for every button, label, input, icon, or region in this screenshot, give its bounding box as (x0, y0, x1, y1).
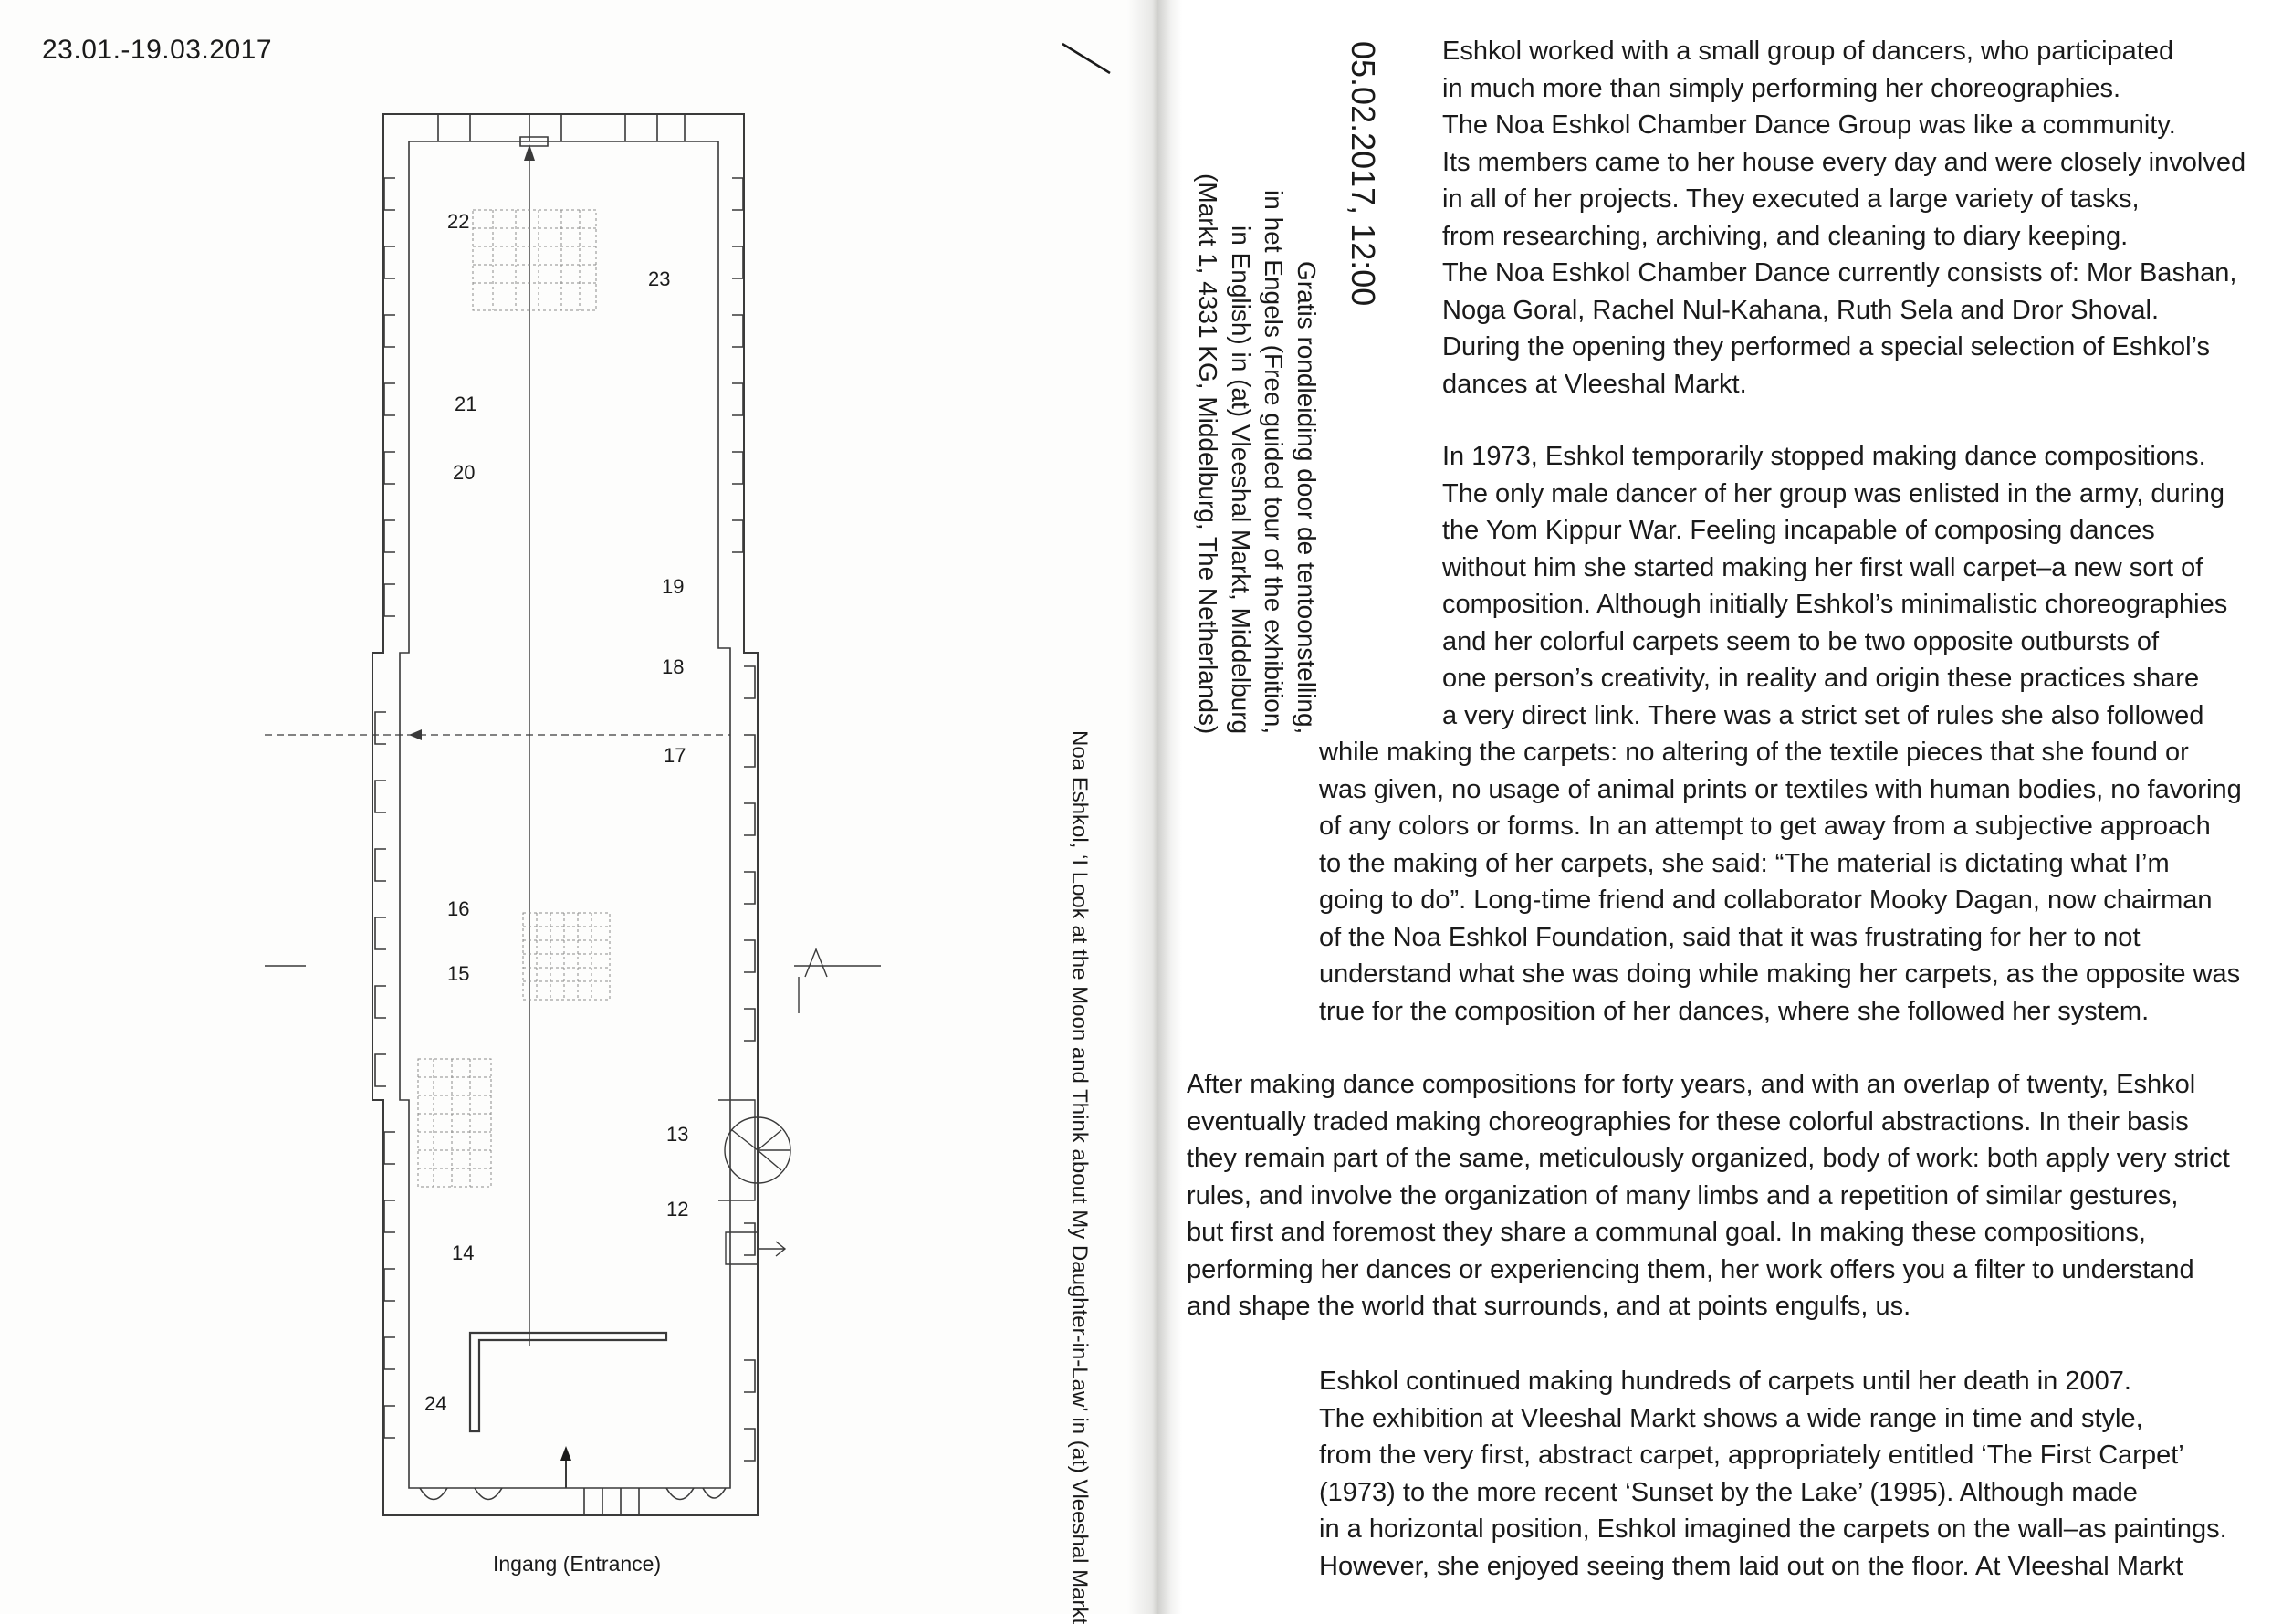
text-line: they remain part of the same, meticulously organized, body of work: both apply very strict (1187, 1144, 2230, 1173)
text-line: one person’s creativity, in reality and origin these practices share (1442, 664, 2200, 693)
room-14: 14 (452, 1242, 475, 1264)
text-line: The exhibition at Vleeshal Markt shows a wide range in time and style, (1319, 1403, 2143, 1433)
text-line: After making dance compositions for forty years, and with an overlap of twenty, Eshkol (1187, 1070, 2196, 1099)
paragraph-dancers (1442, 33, 2245, 403)
text-line: while making the carpets: no altering of the textile pieces that she found or (1319, 738, 2189, 767)
text-line: Eshkol worked with a small group of dancers, who participated (1442, 37, 2174, 66)
event-detail-line: in English) in (at) Vleeshal Markt, Middelburg (1227, 225, 1255, 735)
room-15: 15 (447, 962, 470, 985)
text-line: in all of her projects. They executed a large variety of tasks, (1442, 184, 2140, 214)
text-line: in much more than simply performing her choreographies. (1442, 73, 2121, 103)
text-line: of any colors or forms. In an attempt to get away from a subjective approach (1319, 812, 2211, 841)
carpet-3 (418, 1059, 491, 1187)
paragraph-carpets-intro (1442, 438, 2227, 734)
text-line: from the very first, abstract carpet, appropriately entitled ‘The First Carpet’ (1319, 1441, 2184, 1470)
text-line: In 1973, Eshkol temporarily stopped making dance compositions. (1442, 442, 2206, 471)
room-20: 20 (453, 461, 476, 484)
room-22: 22 (447, 210, 470, 233)
plan-caption: Ingang (Entrance) (493, 1552, 662, 1576)
text-line: However, she enjoyed seeing them laid out on the floor. At Vleeshal Markt (1319, 1551, 2183, 1581)
text-line: The only male dancer of her group was enlisted in the army, during (1442, 478, 2225, 508)
outer-wall (372, 114, 758, 1515)
text-line: rules, and involve the organization of many limbs and a repetition of similar gestures, (1187, 1180, 2179, 1210)
text-line: The Noa Eshkol Chamber Dance currently consists of: Mor Bashan, (1442, 258, 2237, 288)
text-line: true for the composition of her dances, where she followed her system. (1319, 996, 2150, 1026)
text-line: The Noa Eshkol Chamber Dance Group was like a community. (1442, 110, 2176, 140)
slash-mark (1059, 40, 1114, 77)
section-markers (265, 949, 881, 1497)
room-18: 18 (662, 655, 685, 678)
text-line: and shape the world that surrounds, and at points engulfs, us. (1187, 1292, 1911, 1321)
floor-plan (265, 100, 885, 1598)
text-line: (1973) to the more recent ‘Sunset by the Lake’ (1995). Although made (1319, 1477, 2138, 1507)
vertical-exhibition-title: Noa Eshkol, ‘I Look at the Moon and Think about My Daughter-in-Law’ in (at) Vleeshal Markt (1067, 730, 1092, 1624)
text-line: and her colorful carpets seem to be two opposite outbursts of (1442, 626, 2160, 656)
text-line: performing her dances or experiencing them, her work offers you a filter to understand (1187, 1254, 2194, 1284)
inner-wall (400, 141, 730, 1488)
paragraph-exhibition (1319, 1363, 2227, 1585)
carpet-1 (473, 210, 596, 310)
text-line: from researching, archiving, and cleaning to diary keeping. (1442, 221, 2129, 251)
paragraph-carpet-rules (1319, 734, 2242, 1030)
text-line: to the making of her carpets, she said: “The material is dictating what I’m (1319, 848, 2170, 878)
text-line: Noga Goral, Rachel Nul-Kahana, Ruth Sela and Dror Shoval. (1442, 295, 2160, 325)
room-24: 24 (424, 1392, 447, 1415)
text-line: a very direct link. There was a strict set of rules she also followed (1442, 700, 2204, 730)
event-date: 05.02.2017, 12:00 (1345, 41, 1382, 307)
text-line: dances at Vleeshal Markt. (1442, 369, 1747, 399)
carpet-2 (523, 913, 610, 1000)
room-16: 16 (447, 897, 470, 920)
exhibition-date-range: 23.01.-19.03.2017 (42, 35, 273, 65)
text-line: but first and foremost they share a communal goal. In making these compositions, (1187, 1218, 2146, 1247)
room-13: 13 (666, 1123, 689, 1146)
text-line: During the opening they performed a special selection of Eshkol’s (1442, 332, 2210, 361)
text-line: without him she started making her first wall carpet–a new sort of (1442, 552, 2203, 582)
platform (470, 1333, 666, 1431)
text-line: composition. Although initially Eshkol’s minimalistic choreographies (1442, 590, 2228, 619)
text-line: the Yom Kippur War. Feeling incapable of composing dances (1442, 516, 2155, 545)
text-line: understand what she was doing while making her carpets, as the opposite was (1319, 959, 2241, 989)
text-line: of the Noa Eshkol Foundation, said that it was frustrating for her to not (1319, 922, 2141, 952)
bottom-windows (420, 1488, 726, 1515)
page-gutter (1127, 0, 1182, 1614)
room-17: 17 (664, 744, 686, 767)
text-line: going to do”. Long-time friend and collaborator Mooky Dagan, now chairman (1319, 885, 2213, 915)
room-19: 19 (662, 575, 685, 598)
event-detail-line: (Markt 1, 4331 KG, Middelburg, The Netherlands) (1194, 173, 1222, 735)
text-line: eventually traded making choreographies for these colorful abstractions. In their basis (1187, 1106, 2189, 1137)
text-line: was given, no usage of animal prints or textiles with human bodies, no favoring (1319, 774, 2242, 804)
text-line: Its members came to her house every day and were closely involved (1442, 147, 2246, 177)
text-line: Eshkol continued making hundreds of carpets until her death in 2007. (1319, 1367, 2131, 1396)
event-details (1191, 173, 1323, 734)
room-23: 23 (648, 267, 671, 290)
event-detail-line: in het Engels (Free guided tour of the exhibition, (1260, 190, 1288, 735)
room-21: 21 (455, 393, 477, 415)
text-line: in a horizontal position, Eshkol imagined the carpets on the wall–as paintings. (1319, 1514, 2227, 1544)
room-12: 12 (666, 1198, 689, 1221)
paragraph-body-of-work (1187, 1066, 2230, 1325)
left-pilasters (375, 178, 395, 1438)
event-detail-line: Gratis rondleiding door de tentoonstelling, (1293, 260, 1321, 735)
